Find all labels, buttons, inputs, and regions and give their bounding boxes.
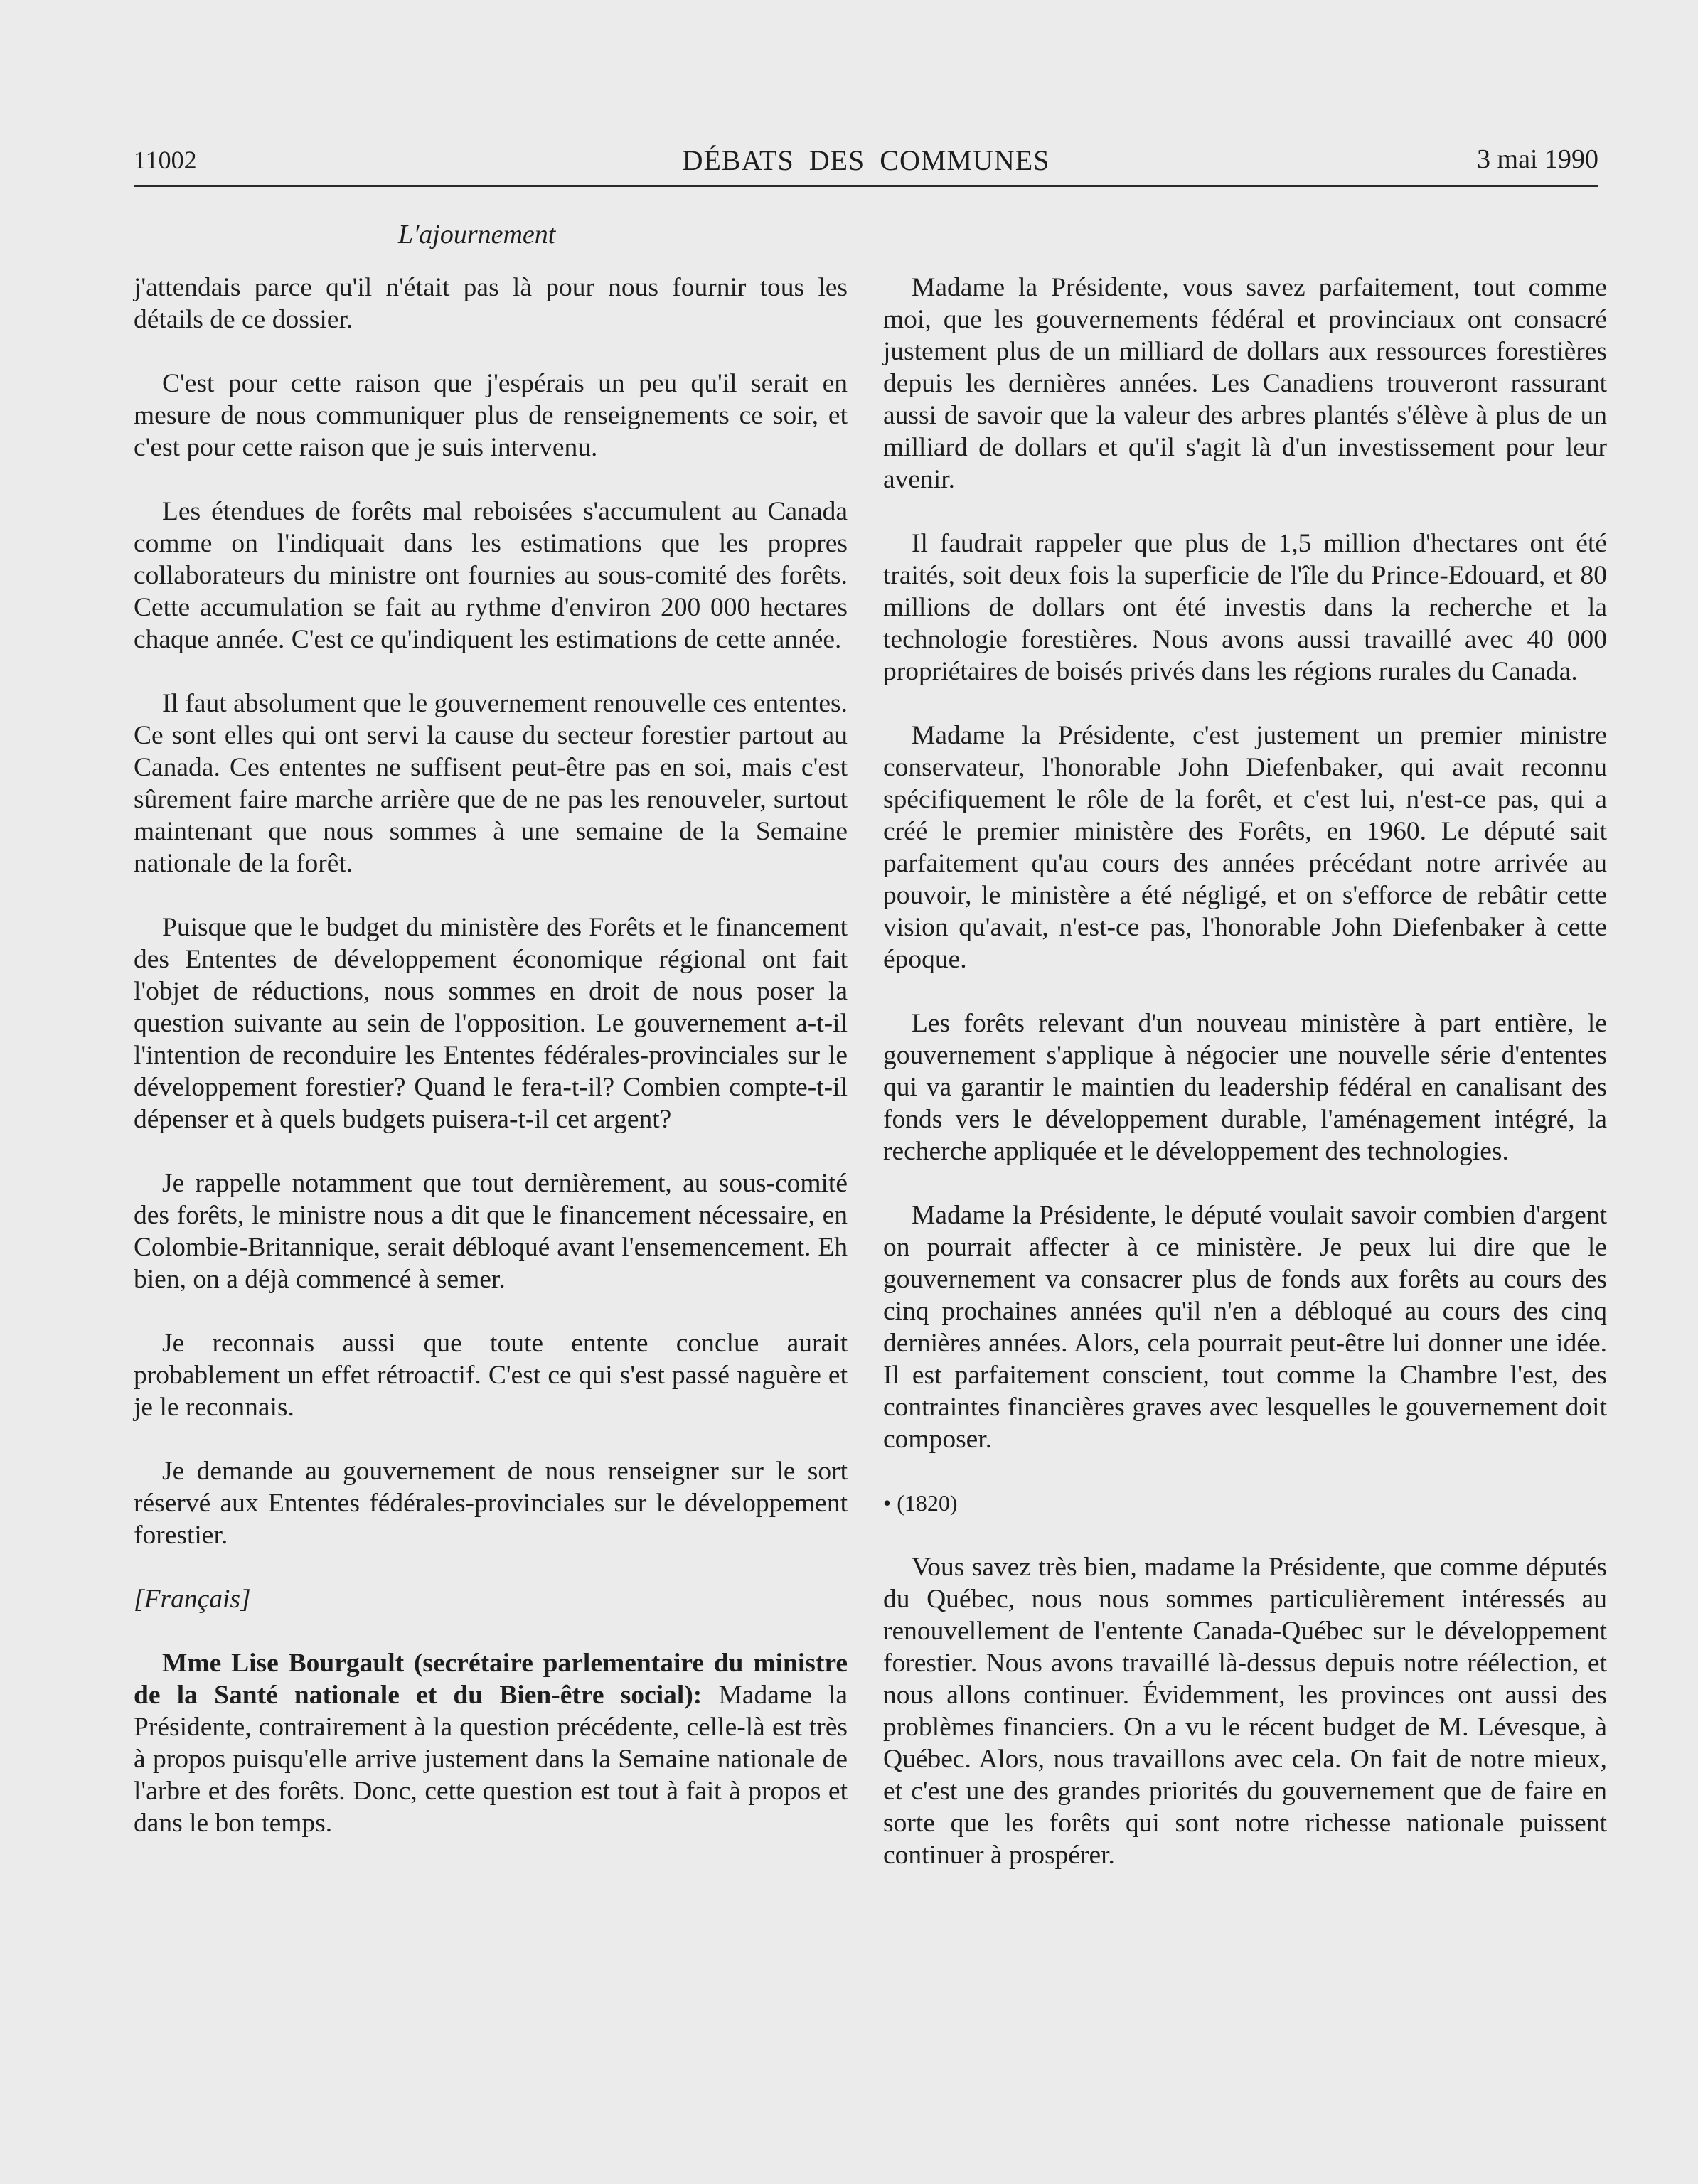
paragraph: Vous savez très bien, madame la Présidente, que comme députés du Québec, nous nous sommes particulièrement intéressés au renouvellement de l'entente Canada-Québec sur le développement forestier. Nous avons travaillé là-dessus depuis notre réélection, et nous allons continuer. Évidemment, les provinces ont aussi des problèmes financiers. On a vu le récent budget de M. Lévesque, à Québec. Alors, nous travaillons avec cela. On fait de notre mieux, et c'est une des grandes priorités du gouvernement que de faire en sorte que les forêts qui sont notre richesse nationale puissent continuer à prospérer. [883, 1553, 1607, 1870]
running-header [134, 142, 1598, 187]
paragraph: Puisque que le budget du ministère des Forêts et le financement des Ententes de développement économique régional ont fait l'objet de réductions, nous sommes en droit de nous poser la question suivante au sein de l'opposition. Le gouvernement a-t-il l'intention de reconduire les Ententes fédérales-provinciales sur le développement forestier? Quand le fera-t-il? Combien compte-t-il dépenser et à quels budgets puisera-t-il cet argent? [134, 913, 848, 1134]
journal-title: DÉBATS DES COMMUNES [682, 144, 1050, 176]
speech-text: Madame la Présidente, contrairement à la question précédente, celle-là est très à propos puisqu'elle arrive justement dans la Semaine nationale de l'arbre et des forêts. Donc, cette question est tout à fait à propos et dans le bon temps. [134, 1681, 848, 1838]
paragraph: Madame la Présidente, c'est justement un premier ministre conservateur, l'honorable John Diefenbaker, qui avait reconnu spécifiquement le rôle de la forêt, et c'est lui, n'est-ce pas, qui a créé le premier ministère des Forêts, en 1960. Le député sait parfaitement qu'au cours des années précédant notre arrivée au pouvoir, le ministère a été négligé, et on s'efforce de rebâtir cette vision qu'avait, n'est-ce pas, l'honorable John Diefenbaker à cette époque. [883, 721, 1607, 974]
right-column [883, 272, 1607, 1903]
issue-date: 3 mai 1990 [1477, 144, 1598, 174]
paragraph: Les forêts relevant d'un nouveau ministère à part entière, le gouvernement s'applique à négocier une nouvelle série d'ententes qui va garantir le maintien du leadership fédéral en canalisant des fonds vers le développement durable, l'aménagement intégré, la recherche appliquée et le développement des technologies. [883, 1009, 1607, 1166]
speaker-name: Mme Lise Bourgault (secrétaire parlementaire du ministre de la Santé nationale et du Bien-être social): [134, 1649, 848, 1710]
paragraph: Je rappelle notamment que tout dernièrement, au sous-comité des forêts, le ministre nous a dit que le financement nécessaire, en Colombie-Britannique, serait débloqué avant l'ensemencement. Eh bien, on a déjà commencé à semer. [134, 1169, 848, 1294]
section-label: L'ajournement [398, 220, 556, 250]
left-column [134, 272, 848, 1871]
page-number: 11002 [134, 146, 197, 174]
speech-paragraph [134, 1647, 848, 1839]
paragraph: Il faudrait rappeler que plus de 1,5 million d'hectares ont été traités, soit deux fois la superficie de l'île du Prince-Edouard, et 80 millions de dollars ont été investis dans la recherche et la technologie forestières. Nous avons aussi travaillé avec 40 000 propriétaires de boisés privés dans les régions rurales du Canada. [883, 529, 1607, 686]
language-note: [Français] [134, 1585, 251, 1614]
paragraph: Je reconnais aussi que toute entente conclue aurait probablement un effet rétroactif. C'est ce qui s'est passé naguère et je le reconnais. [134, 1329, 848, 1422]
paragraph: Je demande au gouvernement de nous renseigner sur le sort réservé aux Ententes fédérales-provinciales sur le développement forestier. [134, 1457, 848, 1550]
timestamp: • (1820) [883, 1490, 958, 1516]
paragraph: C'est pour cette raison que j'espérais un peu qu'il serait en mesure de nous communiquer plus de renseignements ce soir, et c'est pour cette raison que je suis intervenu. [134, 369, 848, 462]
paragraph: Les étendues de forêts mal reboisées s'accumulent au Canada comme on l'indiquait dans les estimations que les propres collaborateurs du ministre ont fournies au sous-comité des forêts. Cette accumulation se fait au rythme d'environ 200 000 hectares chaque année. C'est ce qu'indiquent les estimations de cette année. [134, 497, 848, 654]
paragraph: Madame la Présidente, le député voulait savoir combien d'argent on pourrait affecter à ce ministère. Je peux lui dire que le gouvernement va consacrer plus de fonds aux forêts au cours des cinq prochaines années qu'il n'en a débloqué au cours des cinq dernières années. Alors, cela pourrait peut-être lui donner une idée. Il est parfaitement conscient, tout comme la Chambre l'est, des contraintes financières graves avec lesquelles le gouvernement doit composer. [883, 1201, 1607, 1454]
paragraph: Il faut absolument que le gouvernement renouvelle ces ententes. Ce sont elles qui ont servi la cause du secteur forestier partout au Canada. Ces ententes ne suffisent peut-être pas en soi, mais c'est sûrement faire marche arrière que de ne pas les renouveler, surtout maintenant que nous sommes à une semaine de la Semaine nationale de la forêt. [134, 689, 848, 878]
paragraph: j'attendais parce qu'il n'était pas là pour nous fournir tous les détails de ce dossier. [134, 273, 848, 334]
paragraph: Madame la Présidente, vous savez parfaitement, tout comme moi, que les gouvernements fédéral et provinciaux ont consacré justement plus de un milliard de dollars aux ressources forestières depuis les dernières années. Les Canadiens trouveront rassurant aussi de savoir que la valeur des arbres plantés s'élève à plus de un milliard de dollars et qu'il s'agit là d'un investissement pour leur avenir. [883, 273, 1607, 494]
